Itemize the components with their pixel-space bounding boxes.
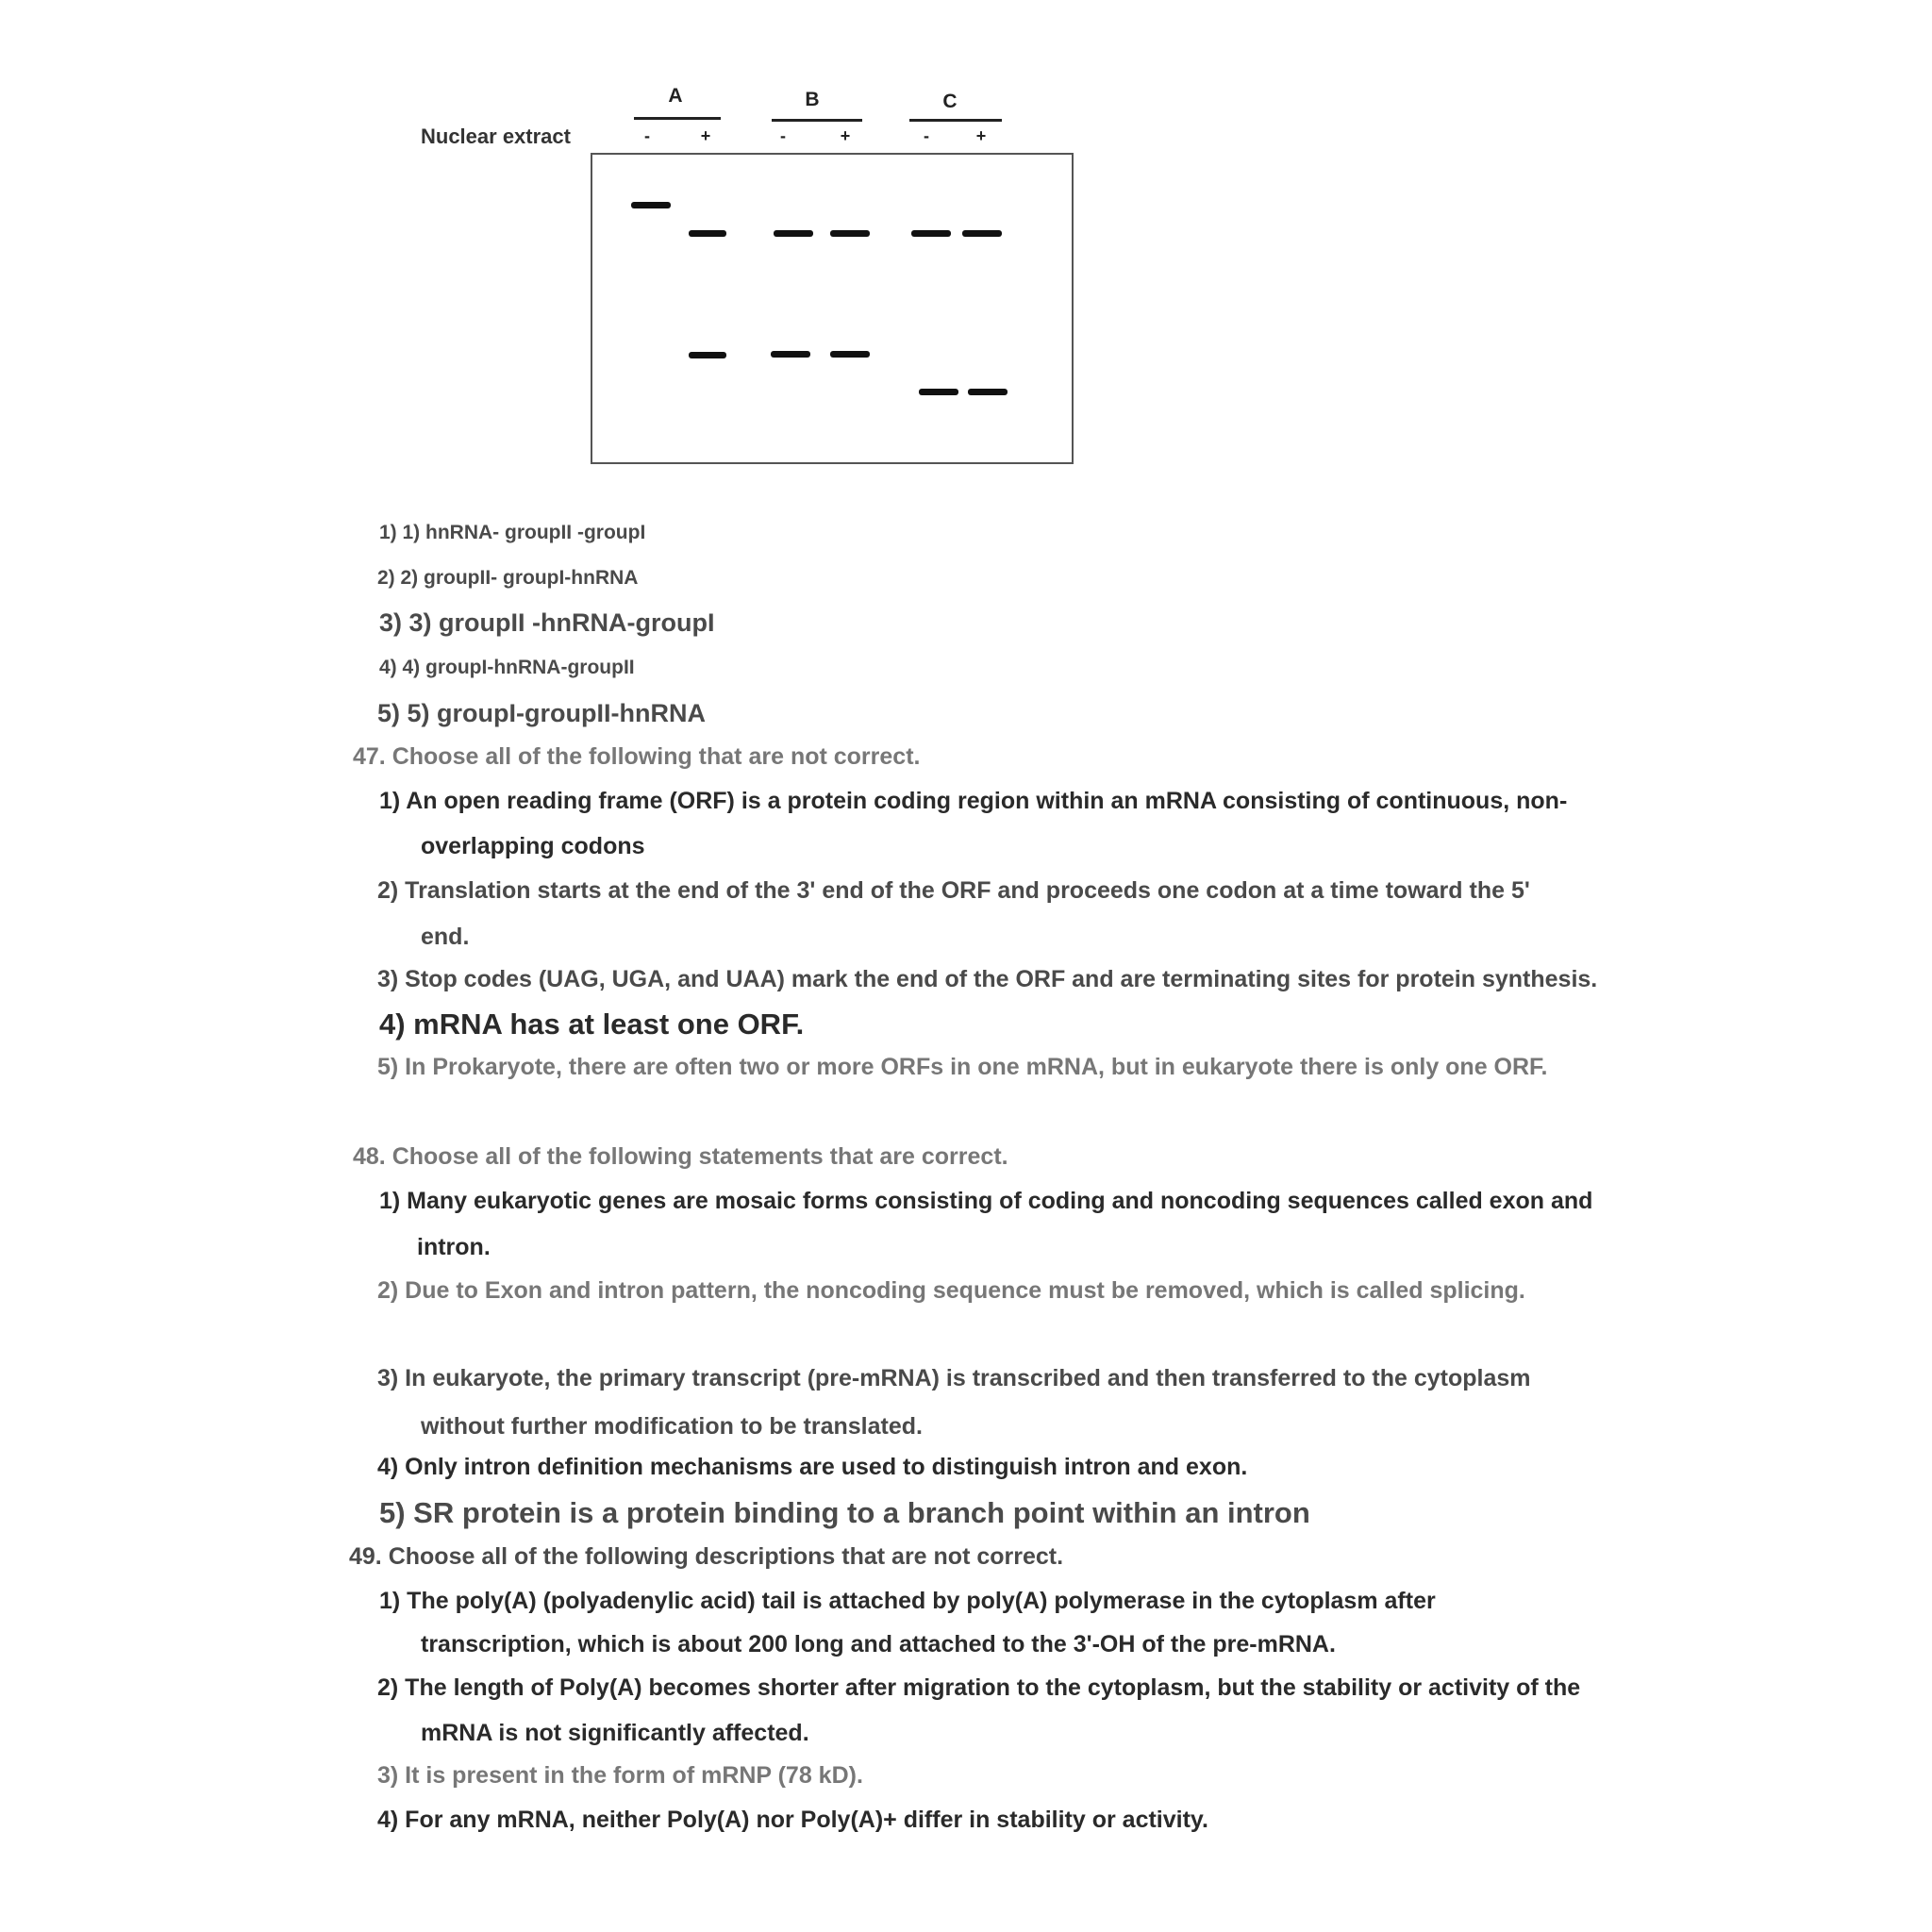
- q48-option-3-cont: without further modification to be translated.: [421, 1413, 923, 1440]
- q49-question: 49. Choose all of the following descriptions that are not correct.: [349, 1543, 1064, 1570]
- q46-option-4: 4) 4) groupI-hnRNA-groupII: [379, 657, 635, 678]
- q48-option-1-cont: intron.: [417, 1234, 491, 1260]
- gel-figure: [0, 0, 1932, 491]
- q47-option-5: 5) In Prokaryote, there are often two or more ORFs in one mRNA, but in eukaryote there is only one ORF.: [377, 1054, 1548, 1080]
- q48-question: 48. Choose all of the following statements that are correct.: [353, 1143, 1008, 1170]
- q48-option-1: 1) Many eukaryotic genes are mosaic forms consisting of coding and noncoding sequences called exon and: [379, 1188, 1593, 1214]
- q49-option-2-cont: mRNA is not significantly affected.: [421, 1720, 809, 1746]
- q48-option-5: 5) SR protein is a protein binding to a branch point within an intron: [379, 1496, 1310, 1529]
- lane-b-underline: [772, 119, 862, 122]
- q46-option-5: 5) 5) groupI-groupII-hnRNA: [377, 699, 706, 727]
- lane-b-plus: +: [840, 126, 851, 145]
- q47-option-3: 3) Stop codes (UAG, UGA, and UAA) mark the end of the ORF and are terminating sites for protein synthesis.: [377, 966, 1598, 992]
- band-a-plus-upper: [689, 230, 726, 237]
- band-b-minus-lower: [771, 351, 810, 358]
- nuclear-extract-label: Nuclear extract: [421, 125, 571, 148]
- lane-c-underline: [909, 119, 1002, 122]
- q47-option-4: 4) mRNA has at least one ORF.: [379, 1008, 805, 1041]
- lane-a-plus: +: [700, 126, 711, 145]
- band-b-minus-upper: [774, 230, 813, 237]
- q48-option-3: 3) In eukaryote, the primary transcript (pre-mRNA) is transcribed and then transferred to the cytoplasm: [377, 1365, 1531, 1391]
- band-c-plus-upper: [962, 230, 1002, 237]
- lane-a-underline: [634, 117, 721, 120]
- q49-option-2: 2) The length of Poly(A) becomes shorter after migration to the cytoplasm, but the stability or activity of the: [377, 1674, 1581, 1701]
- q46-option-3: 3) 3) groupII -hnRNA-groupI: [379, 608, 715, 637]
- q49-option-1: 1) The poly(A) (polyadenylic acid) tail is attached by poly(A) polymerase in the cytoplasm after: [379, 1588, 1436, 1614]
- lane-a-label: A: [668, 85, 683, 107]
- band-a-plus-lower: [689, 352, 726, 358]
- q46-option-2: 2) 2) groupII- groupI-hnRNA: [377, 567, 639, 589]
- lane-c-plus: +: [975, 126, 987, 145]
- band-c-plus-lower: [968, 389, 1008, 395]
- gel-box: [591, 153, 1074, 464]
- q48-option-2: 2) Due to Exon and intron pattern, the noncoding sequence must be removed, which is called splicing.: [377, 1277, 1525, 1304]
- lane-b-minus: -: [780, 126, 786, 145]
- q49-option-4: 4) For any mRNA, neither Poly(A) nor Poly(A)+ differ in stability or activity.: [377, 1807, 1208, 1833]
- q47-option-1-cont: overlapping codons: [421, 833, 645, 859]
- q49-option-3: 3) It is present in the form of mRNP (78 kD).: [377, 1762, 863, 1789]
- q48-option-4: 4) Only intron definition mechanisms are used to distinguish intron and exon.: [377, 1454, 1248, 1480]
- band-b-plus-upper: [830, 230, 870, 237]
- q47-option-1: 1) An open reading frame (ORF) is a protein coding region within an mRNA consisting of continuous, non-: [379, 788, 1568, 814]
- band-c-minus-upper: [911, 230, 951, 237]
- lane-a-minus: -: [644, 126, 650, 145]
- q46-option-1: 1) 1) hnRNA- groupII -groupI: [379, 522, 646, 543]
- band-c-minus-lower: [919, 389, 958, 395]
- band-b-plus-lower: [830, 351, 870, 358]
- band-a-minus-top: [631, 202, 671, 208]
- q49-option-1-cont: transcription, which is about 200 long and attached to the 3'-OH of the pre-mRNA.: [421, 1631, 1336, 1657]
- q47-question: 47. Choose all of the following that are not correct.: [353, 743, 921, 770]
- lane-c-minus: -: [924, 126, 929, 145]
- q47-option-2: 2) Translation starts at the end of the 3' end of the ORF and proceeds one codon at a time toward the 5': [377, 877, 1530, 904]
- lane-c-label: C: [942, 91, 958, 112]
- lane-b-label: B: [805, 89, 820, 110]
- q47-option-2-cont: end.: [421, 924, 470, 950]
